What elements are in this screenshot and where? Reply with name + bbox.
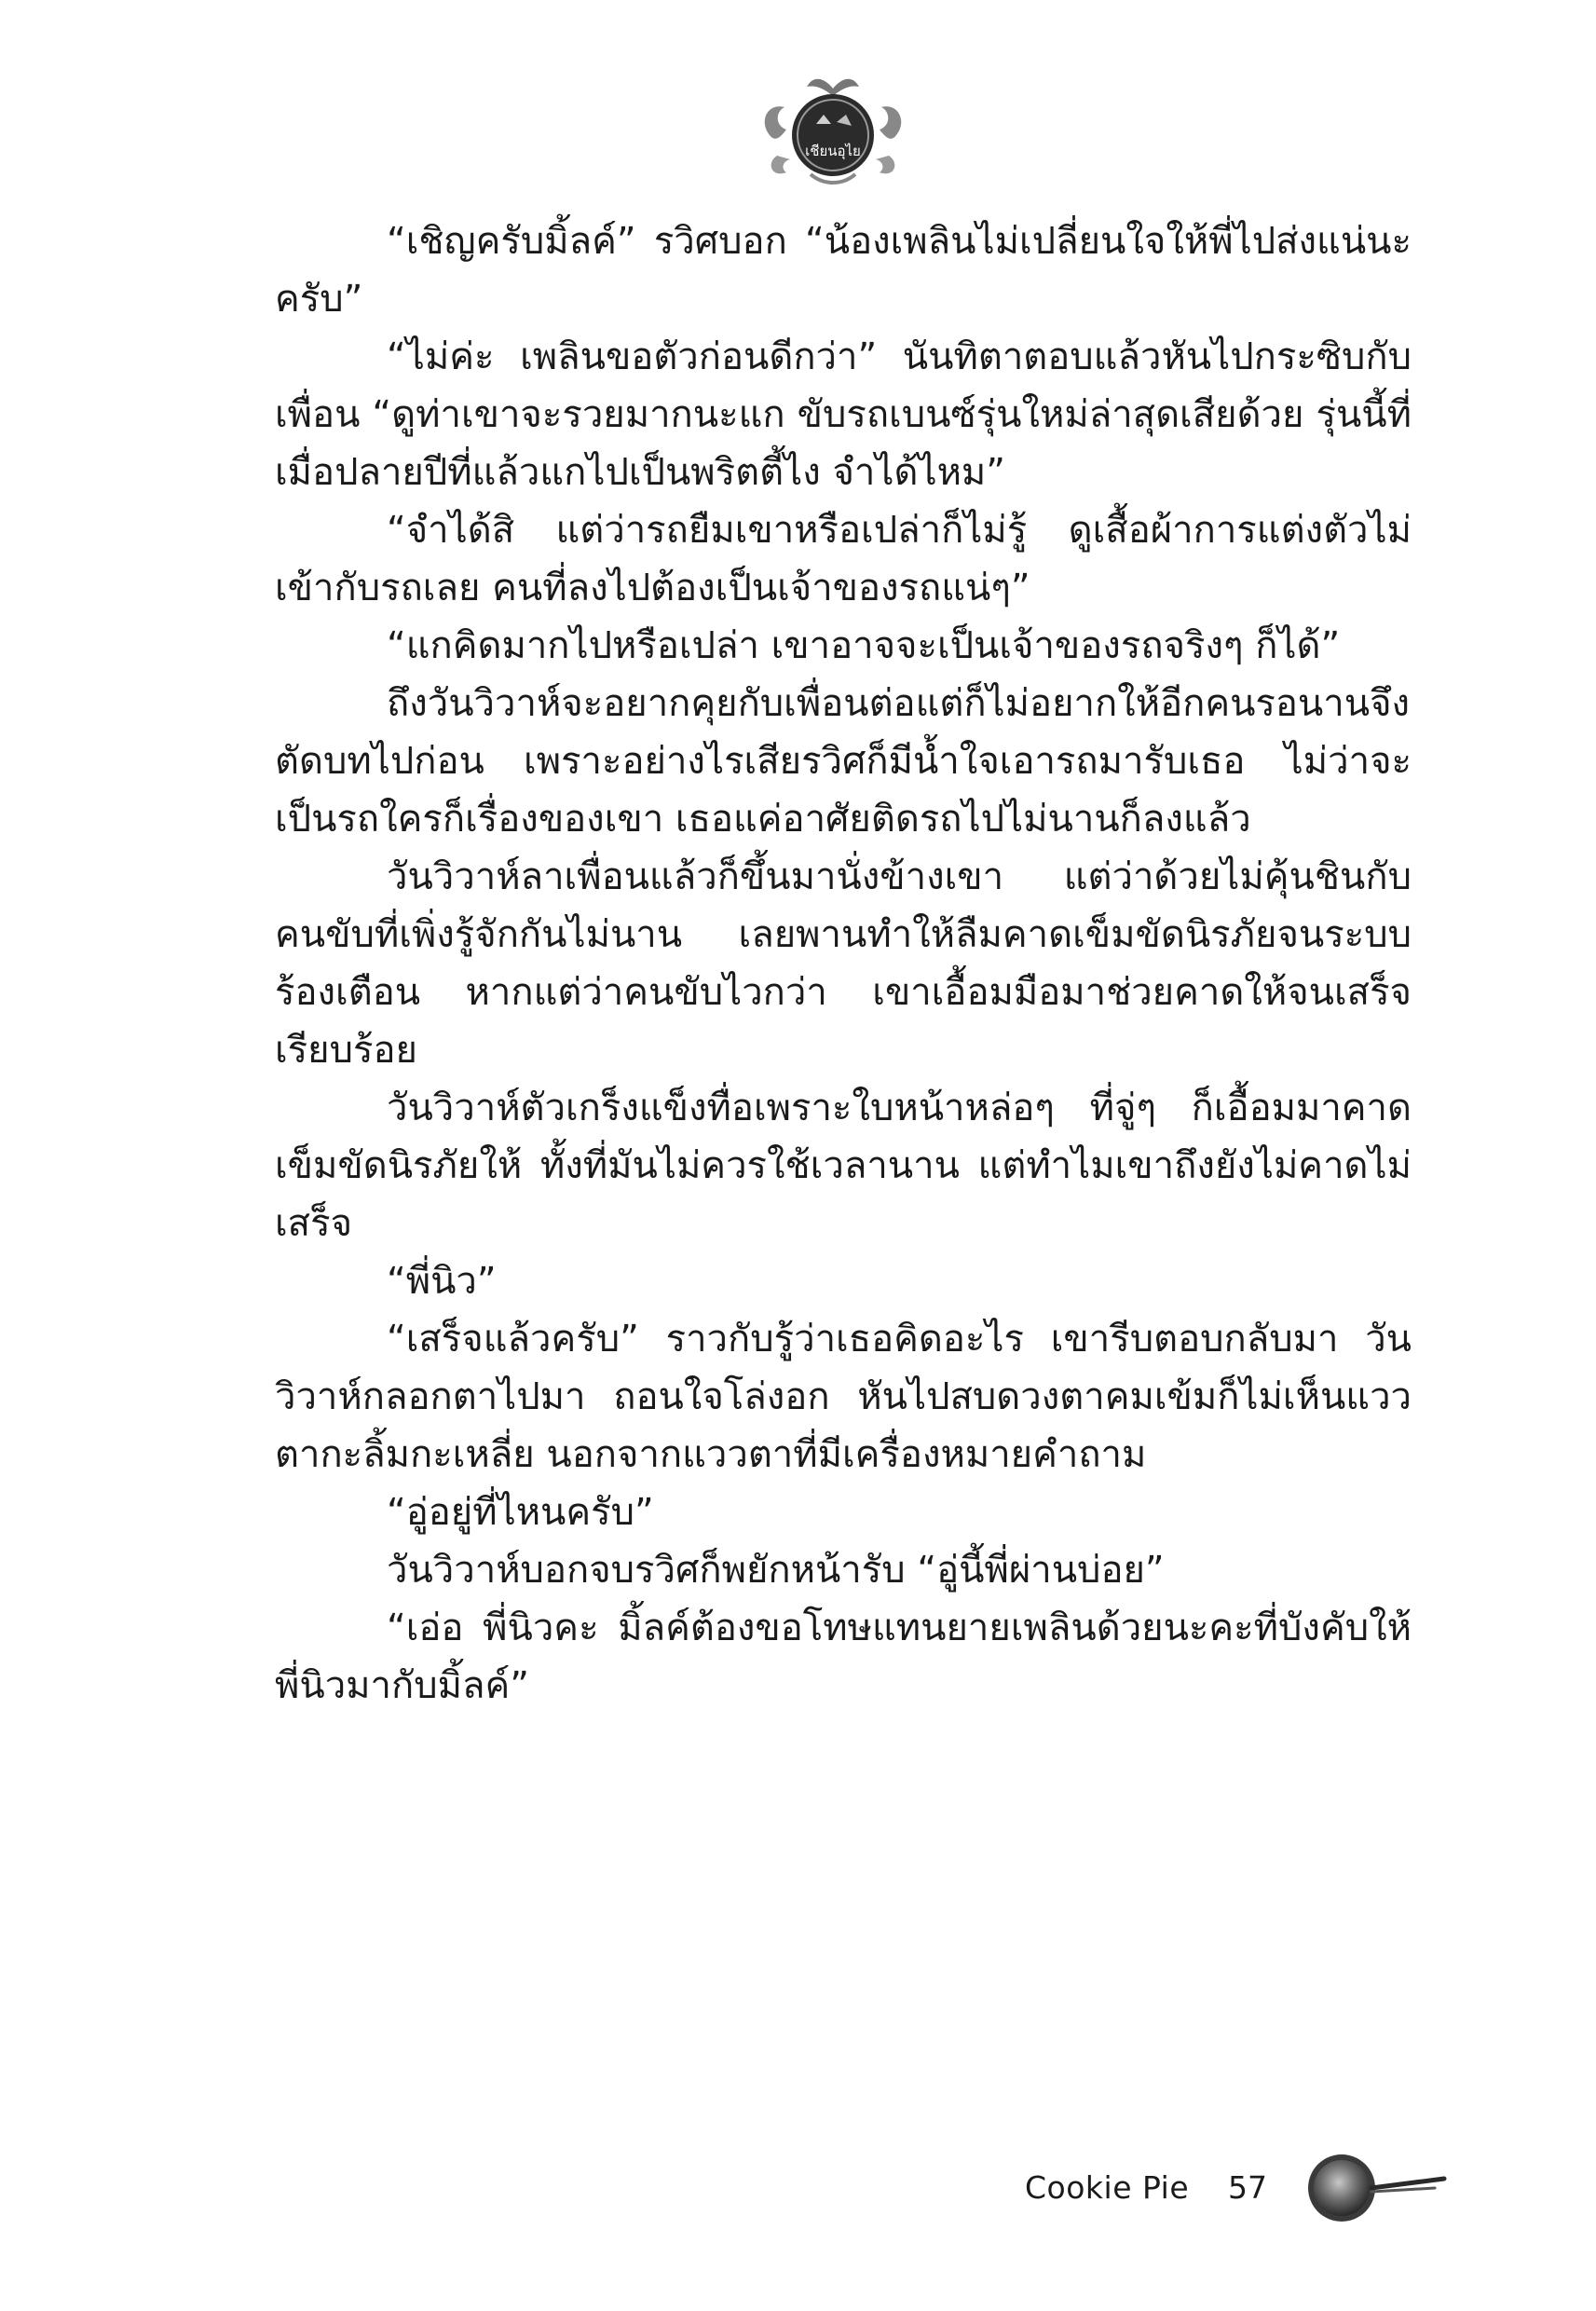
paragraph: วันวิวาห์ตัวเกร็งแข็งทื่อเพราะใบหน้าหล่อๆ ที่จู่ๆ ก็เอื้อมมาคาดเข็มขัดนิรภัยให้ ทั้งที่มันไม่ควรใช้เวลานาน แต่ทำไมเขาถึงยังไม่คาดไม่เสร็จ: [275, 1087, 1412, 1245]
page-footer: [1025, 2143, 1453, 2236]
paragraph: “ไม่ค่ะ เพลินขอตัวก่อนดีกว่า” นันทิตาตอบแล้วหันไปกระซิบกับเพื่อน “ดูท่าเขาจะรวยมากนะแก ขับรถเบนซ์รุ่นใหม่ล่าสุดเสียด้วย รุ่นนี้ที่เมื่อปลายปีที่แล้วแกไปเป็นพริตตี้ไง จำได้ไหม”: [275, 335, 1412, 494]
paragraph: วันวิวาห์ลาเพื่อนแล้วก็ขึ้นมานั่งข้างเขา แต่ว่าด้วยไม่คุ้นชินกับคนขับที่เพิ่งรู้จักกันไม่นาน เลยพานทำให้ลืมคาดเข็มขัดนิรภัยจนระบบร้องเตือน หากแต่ว่าคนขับไวกว่า เขาเอื้อมมือมาช่วยคาดให้จนเสร็จเรียบร้อย: [275, 855, 1412, 1072]
logo-caption: เชียนอุไย: [805, 143, 861, 159]
paragraph: “เชิญครับมิ้ลค์” รวิศบอก “น้องเพลินไม่เปลี่ยนใจให้พี่ไปส่งแน่นะครับ”: [275, 220, 1412, 321]
paragraph: “พี่นิว”: [387, 1260, 497, 1303]
page-number: 57: [1228, 2169, 1267, 2206]
paragraph: วันวิวาห์บอกจบรวิศก็พยักหน้ารับ “อู่นี้พี่ผ่านบ่อย”: [387, 1549, 1165, 1592]
frying-pan-icon: [1304, 2151, 1453, 2225]
paragraph: “เอ่อ พี่นิวคะ มิ้ลค์ต้องขอโทษแทนยายเพลินด้วยนะคะที่บังคับให้พี่นิวมากับมิ้ลค์”: [275, 1607, 1412, 1707]
paragraph: “แกคิดมากไปหรือเปล่า เขาอาจจะเป็นเจ้าของรถจริงๆ ก็ได้”: [387, 624, 1341, 667]
paragraph: “เสร็จแล้วครับ” ราวกับรู้ว่าเธอคิดอะไร เขารีบตอบกลับมา วันวิวาห์กลอกตาไปมา ถอนใจโล่งอก หันไปสบดวงตาคมเข้มก็ไม่เห็นแววตากะลิ้มกะเหลี่ย นอกจากแววตาที่มีเครื่องหมายคำถาม: [275, 1318, 1412, 1476]
story-text: [275, 212, 1412, 1715]
ornate-crest-icon: [758, 70, 907, 191]
paragraph: ถึงวันวิวาห์จะอยากคุยกับเพื่อนต่อแต่ก็ไม่อยากให้อีกคนรอนานจึงตัดบทไปก่อน เพราะอย่างไรเสียรวิศก็มีน้ำใจเอารถมารับเธอ ไม่ว่าจะเป็นรถใครก็เรื่องของเขา เธอแค่อาศัยติดรถไปไม่นานก็ลงแล้ว: [275, 682, 1412, 841]
book-title: Cookie Pie: [1025, 2169, 1190, 2206]
paragraph: “จำได้สิ แต่ว่ารถยืมเขาหรือเปล่าก็ไม่รู้ ดูเสื้อผ้าการแต่งตัวไม่เข้ากับรถเลย คนที่ลงไปต้องเป็นเจ้าของรถแน่ๆ”: [275, 509, 1412, 609]
paragraph: “อู่อยู่ที่ไหนครับ”: [387, 1491, 654, 1534]
